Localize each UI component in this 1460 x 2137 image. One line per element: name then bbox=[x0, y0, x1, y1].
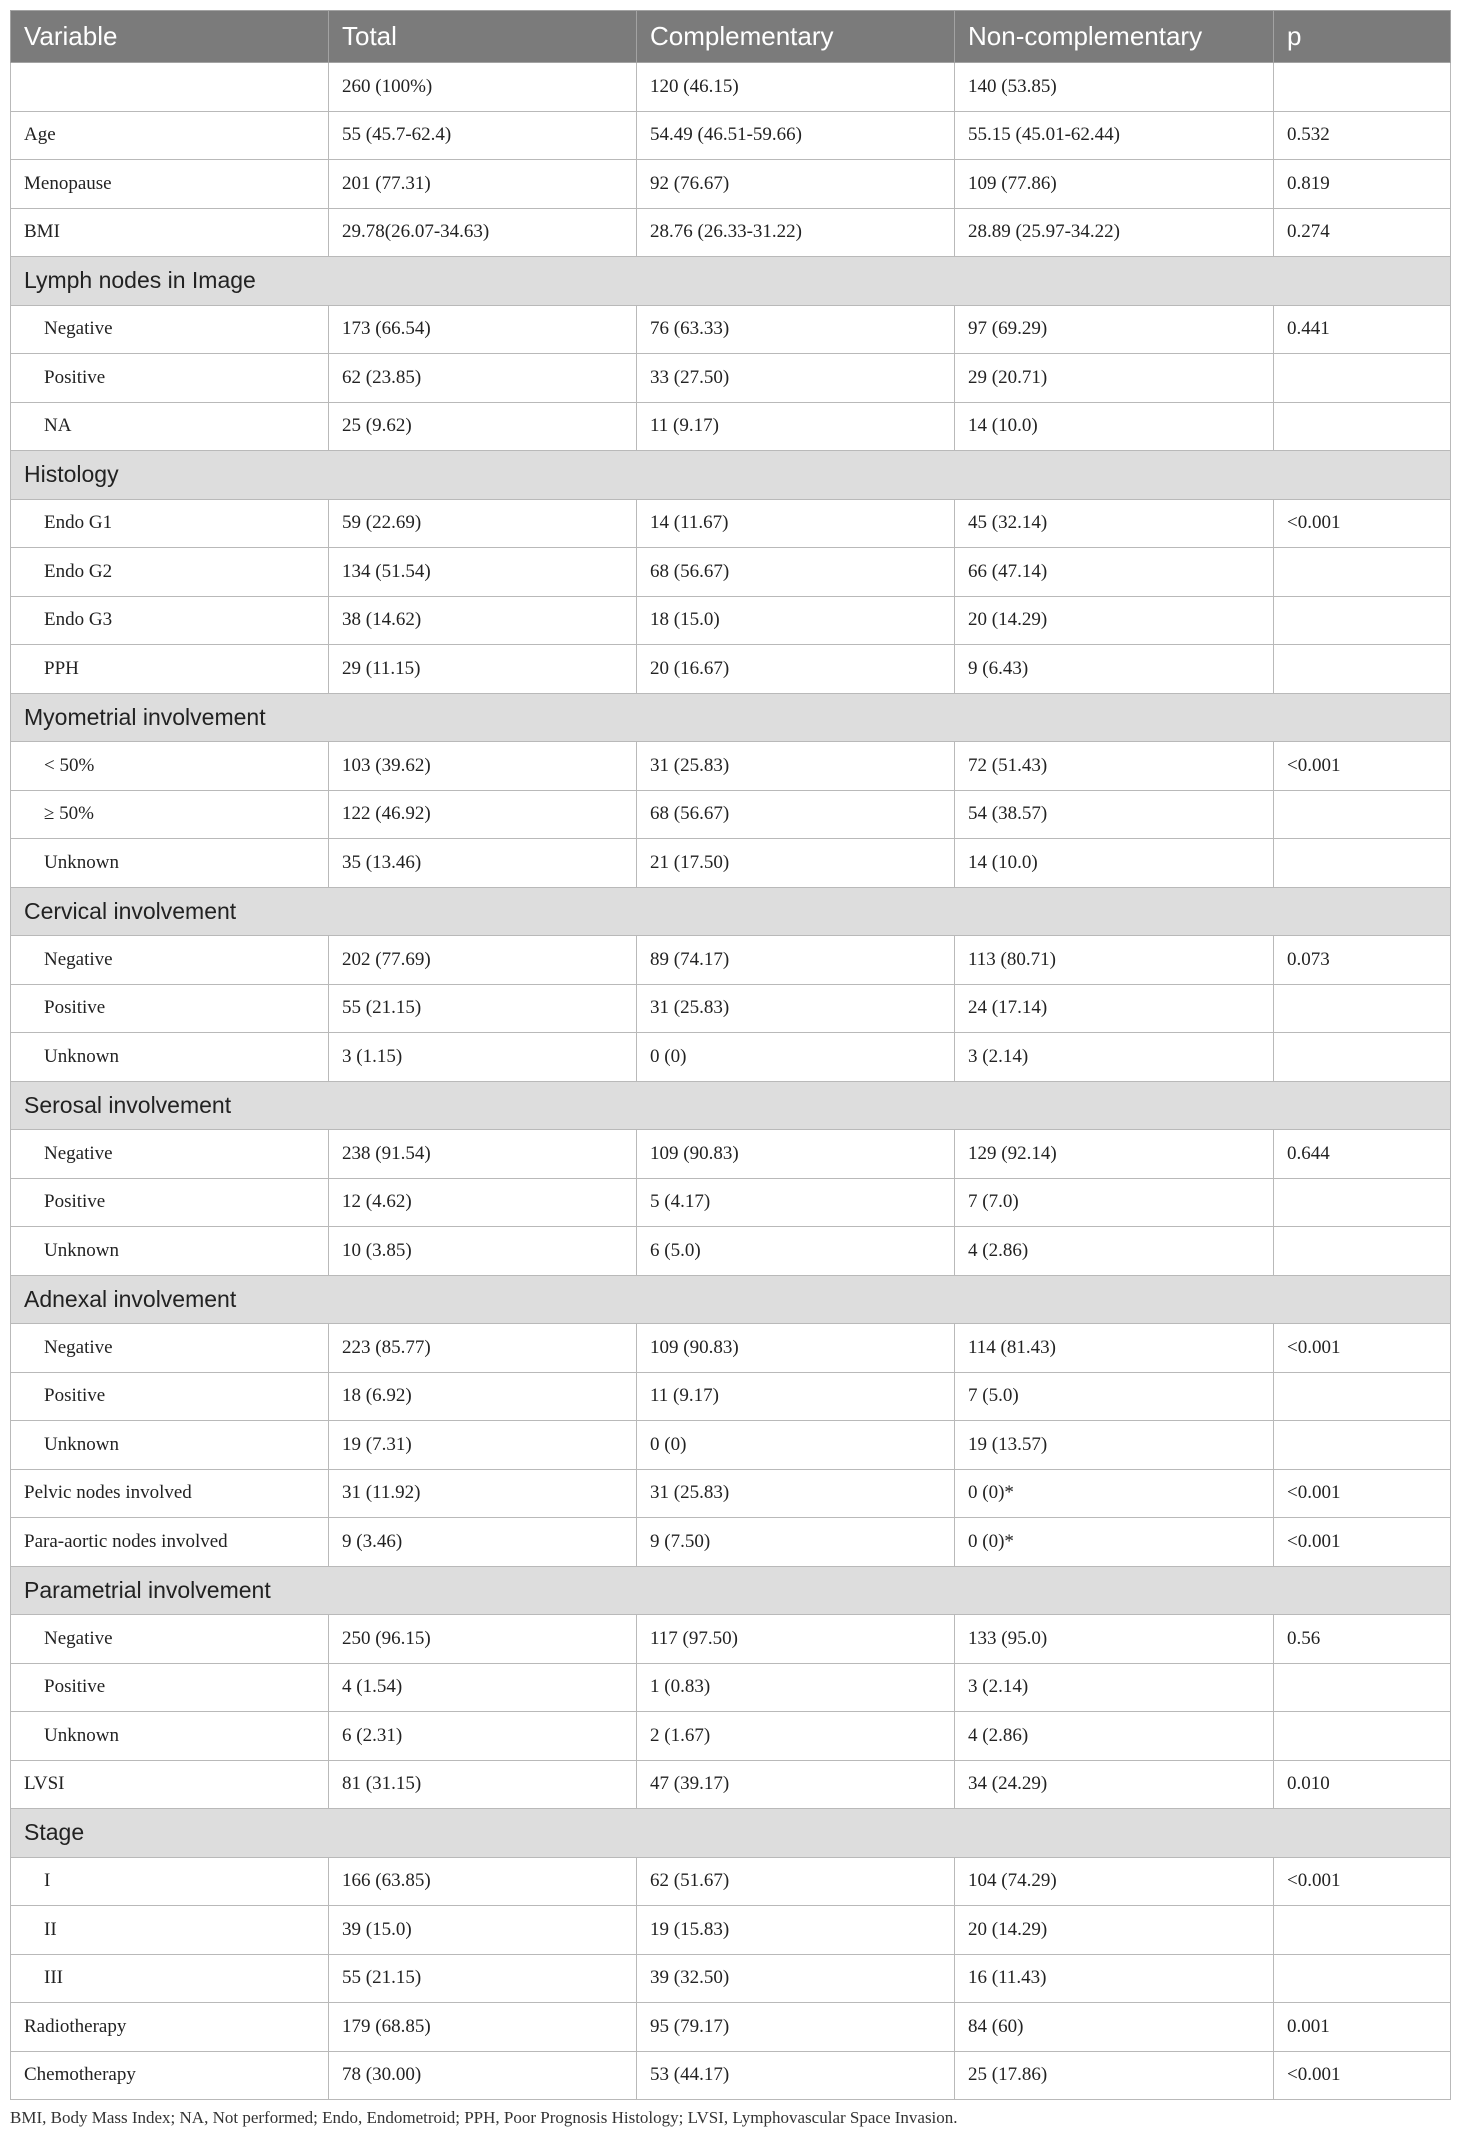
header-row bbox=[11, 11, 1451, 63]
table-subrow bbox=[11, 402, 1451, 451]
non-complementary-cell: 3 (2.14) bbox=[955, 1663, 1274, 1712]
table-subrow bbox=[11, 1663, 1451, 1712]
complementary-cell: 1 (0.83) bbox=[637, 1663, 955, 1712]
variable-cell: NA bbox=[11, 402, 329, 451]
total-cell: 10 (3.85) bbox=[329, 1227, 637, 1276]
table-subrow bbox=[11, 548, 1451, 597]
section-header-row bbox=[11, 451, 1451, 500]
table-footnote: BMI, Body Mass Index; NA, Not performed; Endo, Endometroid; PPH, Poor Prognosis Histology; LVSI, Lymphovascular Space Invasion. bbox=[10, 2108, 958, 2127]
complementary-cell: 28.76 (26.33-31.22) bbox=[637, 208, 955, 257]
complementary-cell: 21 (17.50) bbox=[637, 839, 955, 888]
p-value-cell bbox=[1274, 839, 1451, 888]
total-cell: 78 (30.00) bbox=[329, 2051, 637, 2100]
complementary-cell: 120 (46.15) bbox=[637, 63, 955, 112]
total-cell: 55 (45.7-62.4) bbox=[329, 111, 637, 160]
p-value-cell: <0.001 bbox=[1274, 1857, 1451, 1906]
total-cell: 19 (7.31) bbox=[329, 1421, 637, 1470]
table-subrow bbox=[11, 596, 1451, 645]
complementary-cell: 76 (63.33) bbox=[637, 305, 955, 354]
p-value-cell bbox=[1274, 63, 1451, 112]
section-label: Histology bbox=[11, 451, 1451, 500]
total-cell: 166 (63.85) bbox=[329, 1857, 637, 1906]
non-complementary-cell: 109 (77.86) bbox=[955, 160, 1274, 209]
total-cell: 38 (14.62) bbox=[329, 596, 637, 645]
complementary-cell: 0 (0) bbox=[637, 1421, 955, 1470]
total-cell: 4 (1.54) bbox=[329, 1663, 637, 1712]
header-complementary: Complementary bbox=[637, 11, 955, 63]
non-complementary-cell: 20 (14.29) bbox=[955, 596, 1274, 645]
complementary-cell: 53 (44.17) bbox=[637, 2051, 955, 2100]
p-value-cell: 0.56 bbox=[1274, 1615, 1451, 1664]
total-cell: 55 (21.15) bbox=[329, 984, 637, 1033]
complementary-cell: 11 (9.17) bbox=[637, 1372, 955, 1421]
table-row bbox=[11, 63, 1451, 112]
complementary-cell: 62 (51.67) bbox=[637, 1857, 955, 1906]
total-cell: 103 (39.62) bbox=[329, 742, 637, 791]
total-cell: 81 (31.15) bbox=[329, 1760, 637, 1809]
complementary-cell: 95 (79.17) bbox=[637, 2003, 955, 2052]
variable-cell: Negative bbox=[11, 1615, 329, 1664]
total-cell: 3 (1.15) bbox=[329, 1033, 637, 1082]
non-complementary-cell: 45 (32.14) bbox=[955, 499, 1274, 548]
complementary-cell: 47 (39.17) bbox=[637, 1760, 955, 1809]
header-non-complementary: Non-complementary bbox=[955, 11, 1274, 63]
variable-cell: Unknown bbox=[11, 1033, 329, 1082]
table-row bbox=[11, 1518, 1451, 1567]
complementary-cell: 31 (25.83) bbox=[637, 1469, 955, 1518]
table-subrow bbox=[11, 1130, 1451, 1179]
p-value-cell bbox=[1274, 1421, 1451, 1470]
table-subrow bbox=[11, 1324, 1451, 1373]
variable-cell: Para-aortic nodes involved bbox=[11, 1518, 329, 1567]
p-value-cell bbox=[1274, 1712, 1451, 1761]
complementary-cell: 39 (32.50) bbox=[637, 1954, 955, 2003]
table-subrow bbox=[11, 354, 1451, 403]
p-value-cell bbox=[1274, 790, 1451, 839]
p-value-cell bbox=[1274, 984, 1451, 1033]
p-value-cell bbox=[1274, 1033, 1451, 1082]
complementary-cell: 2 (1.67) bbox=[637, 1712, 955, 1761]
variable-cell: BMI bbox=[11, 208, 329, 257]
complementary-cell: 109 (90.83) bbox=[637, 1324, 955, 1373]
total-cell: 29.78(26.07-34.63) bbox=[329, 208, 637, 257]
table-row bbox=[11, 2051, 1451, 2100]
variable-cell: Endo G1 bbox=[11, 499, 329, 548]
variable-cell: II bbox=[11, 1906, 329, 1955]
table-subrow bbox=[11, 1906, 1451, 1955]
table-row bbox=[11, 1760, 1451, 1809]
p-value-cell: <0.001 bbox=[1274, 499, 1451, 548]
table-subrow bbox=[11, 1857, 1451, 1906]
table-subrow bbox=[11, 1033, 1451, 1082]
variable-cell: Chemotherapy bbox=[11, 2051, 329, 2100]
total-cell: 39 (15.0) bbox=[329, 1906, 637, 1955]
total-cell: 173 (66.54) bbox=[329, 305, 637, 354]
total-cell: 12 (4.62) bbox=[329, 1178, 637, 1227]
variable-cell: Unknown bbox=[11, 1227, 329, 1276]
p-value-cell bbox=[1274, 548, 1451, 597]
complementary-cell: 117 (97.50) bbox=[637, 1615, 955, 1664]
variable-cell: Positive bbox=[11, 984, 329, 1033]
non-complementary-cell: 133 (95.0) bbox=[955, 1615, 1274, 1664]
non-complementary-cell: 24 (17.14) bbox=[955, 984, 1274, 1033]
non-complementary-cell: 129 (92.14) bbox=[955, 1130, 1274, 1179]
table-subrow bbox=[11, 645, 1451, 694]
table-subrow bbox=[11, 1615, 1451, 1664]
non-complementary-cell: 84 (60) bbox=[955, 2003, 1274, 2052]
variable-cell: Negative bbox=[11, 936, 329, 985]
p-value-cell: 0.819 bbox=[1274, 160, 1451, 209]
table-subrow bbox=[11, 839, 1451, 888]
section-header-row bbox=[11, 1275, 1451, 1324]
p-value-cell: 0.001 bbox=[1274, 2003, 1451, 2052]
complementary-cell: 31 (25.83) bbox=[637, 742, 955, 791]
table-row bbox=[11, 2003, 1451, 2052]
p-value-cell: 0.644 bbox=[1274, 1130, 1451, 1179]
p-value-cell: <0.001 bbox=[1274, 2051, 1451, 2100]
complementary-cell: 9 (7.50) bbox=[637, 1518, 955, 1567]
non-complementary-cell: 19 (13.57) bbox=[955, 1421, 1274, 1470]
complementary-cell: 0 (0) bbox=[637, 1033, 955, 1082]
non-complementary-cell: 7 (5.0) bbox=[955, 1372, 1274, 1421]
total-cell: 59 (22.69) bbox=[329, 499, 637, 548]
variable-cell: ≥ 50% bbox=[11, 790, 329, 839]
p-value-cell bbox=[1274, 1954, 1451, 2003]
complementary-cell: 109 (90.83) bbox=[637, 1130, 955, 1179]
p-value-cell bbox=[1274, 596, 1451, 645]
header-p: p bbox=[1274, 11, 1451, 63]
complementary-cell: 5 (4.17) bbox=[637, 1178, 955, 1227]
section-label: Cervical involvement bbox=[11, 887, 1451, 936]
section-header-row bbox=[11, 693, 1451, 742]
p-value-cell: <0.001 bbox=[1274, 1469, 1451, 1518]
non-complementary-cell: 72 (51.43) bbox=[955, 742, 1274, 791]
complementary-cell: 68 (56.67) bbox=[637, 548, 955, 597]
section-label: Parametrial involvement bbox=[11, 1566, 1451, 1615]
total-cell: 179 (68.85) bbox=[329, 2003, 637, 2052]
variable-cell: Pelvic nodes involved bbox=[11, 1469, 329, 1518]
non-complementary-cell: 114 (81.43) bbox=[955, 1324, 1274, 1373]
variable-cell: I bbox=[11, 1857, 329, 1906]
variable-cell: Positive bbox=[11, 1663, 329, 1712]
complementary-cell: 33 (27.50) bbox=[637, 354, 955, 403]
non-complementary-cell: 20 (14.29) bbox=[955, 1906, 1274, 1955]
section-label: Stage bbox=[11, 1809, 1451, 1858]
section-label: Serosal involvement bbox=[11, 1081, 1451, 1130]
table-subrow bbox=[11, 936, 1451, 985]
data-table bbox=[10, 10, 1451, 2100]
p-value-cell bbox=[1274, 1227, 1451, 1276]
variable-cell: < 50% bbox=[11, 742, 329, 791]
non-complementary-cell: 4 (2.86) bbox=[955, 1712, 1274, 1761]
complementary-cell: 6 (5.0) bbox=[637, 1227, 955, 1276]
complementary-cell: 92 (76.67) bbox=[637, 160, 955, 209]
variable-cell: Unknown bbox=[11, 1712, 329, 1761]
p-value-cell bbox=[1274, 402, 1451, 451]
variable-cell: Negative bbox=[11, 1130, 329, 1179]
variable-cell: PPH bbox=[11, 645, 329, 694]
non-complementary-cell: 16 (11.43) bbox=[955, 1954, 1274, 2003]
section-label: Lymph nodes in Image bbox=[11, 257, 1451, 306]
total-cell: 62 (23.85) bbox=[329, 354, 637, 403]
complementary-cell: 89 (74.17) bbox=[637, 936, 955, 985]
complementary-cell: 31 (25.83) bbox=[637, 984, 955, 1033]
non-complementary-cell: 14 (10.0) bbox=[955, 402, 1274, 451]
variable-cell bbox=[11, 63, 329, 112]
table-row bbox=[11, 208, 1451, 257]
table-subrow bbox=[11, 305, 1451, 354]
total-cell: 29 (11.15) bbox=[329, 645, 637, 694]
table-subrow bbox=[11, 1421, 1451, 1470]
non-complementary-cell: 0 (0)* bbox=[955, 1469, 1274, 1518]
table-subrow bbox=[11, 1954, 1451, 2003]
variable-cell: Positive bbox=[11, 1372, 329, 1421]
p-value-cell bbox=[1274, 354, 1451, 403]
non-complementary-cell: 0 (0)* bbox=[955, 1518, 1274, 1567]
total-cell: 122 (46.92) bbox=[329, 790, 637, 839]
total-cell: 18 (6.92) bbox=[329, 1372, 637, 1421]
section-header-row bbox=[11, 1566, 1451, 1615]
table-subrow bbox=[11, 1227, 1451, 1276]
non-complementary-cell: 140 (53.85) bbox=[955, 63, 1274, 112]
complementary-cell: 11 (9.17) bbox=[637, 402, 955, 451]
complementary-cell: 54.49 (46.51-59.66) bbox=[637, 111, 955, 160]
variable-cell: Positive bbox=[11, 1178, 329, 1227]
non-complementary-cell: 29 (20.71) bbox=[955, 354, 1274, 403]
p-value-cell: <0.001 bbox=[1274, 742, 1451, 791]
section-header-row bbox=[11, 1081, 1451, 1130]
p-value-cell: <0.001 bbox=[1274, 1518, 1451, 1567]
total-cell: 250 (96.15) bbox=[329, 1615, 637, 1664]
non-complementary-cell: 7 (7.0) bbox=[955, 1178, 1274, 1227]
variable-cell: Menopause bbox=[11, 160, 329, 209]
table-body bbox=[11, 63, 1451, 2100]
header-total: Total bbox=[329, 11, 637, 63]
total-cell: 25 (9.62) bbox=[329, 402, 637, 451]
non-complementary-cell: 113 (80.71) bbox=[955, 936, 1274, 985]
variable-cell: Age bbox=[11, 111, 329, 160]
table-container bbox=[10, 10, 1450, 2100]
table-subrow bbox=[11, 790, 1451, 839]
p-value-cell: 0.441 bbox=[1274, 305, 1451, 354]
variable-cell: Unknown bbox=[11, 839, 329, 888]
total-cell: 31 (11.92) bbox=[329, 1469, 637, 1518]
non-complementary-cell: 55.15 (45.01-62.44) bbox=[955, 111, 1274, 160]
variable-cell: Endo G3 bbox=[11, 596, 329, 645]
complementary-cell: 20 (16.67) bbox=[637, 645, 955, 694]
table-row bbox=[11, 160, 1451, 209]
non-complementary-cell: 54 (38.57) bbox=[955, 790, 1274, 839]
total-cell: 55 (21.15) bbox=[329, 1954, 637, 2003]
complementary-cell: 18 (15.0) bbox=[637, 596, 955, 645]
table-subrow bbox=[11, 742, 1451, 791]
non-complementary-cell: 9 (6.43) bbox=[955, 645, 1274, 694]
non-complementary-cell: 14 (10.0) bbox=[955, 839, 1274, 888]
variable-cell: Radiotherapy bbox=[11, 2003, 329, 2052]
total-cell: 201 (77.31) bbox=[329, 160, 637, 209]
total-cell: 238 (91.54) bbox=[329, 1130, 637, 1179]
non-complementary-cell: 28.89 (25.97-34.22) bbox=[955, 208, 1274, 257]
section-header-row bbox=[11, 257, 1451, 306]
variable-cell: LVSI bbox=[11, 1760, 329, 1809]
table-row bbox=[11, 111, 1451, 160]
total-cell: 9 (3.46) bbox=[329, 1518, 637, 1567]
header-variable: Variable bbox=[11, 11, 329, 63]
table-subrow bbox=[11, 1372, 1451, 1421]
section-header-row bbox=[11, 887, 1451, 936]
table-subrow bbox=[11, 984, 1451, 1033]
total-cell: 6 (2.31) bbox=[329, 1712, 637, 1761]
variable-cell: Endo G2 bbox=[11, 548, 329, 597]
p-value-cell: 0.274 bbox=[1274, 208, 1451, 257]
total-cell: 223 (85.77) bbox=[329, 1324, 637, 1373]
p-value-cell bbox=[1274, 1906, 1451, 1955]
p-value-cell: 0.532 bbox=[1274, 111, 1451, 160]
table-subrow bbox=[11, 1178, 1451, 1227]
complementary-cell: 19 (15.83) bbox=[637, 1906, 955, 1955]
section-label: Adnexal involvement bbox=[11, 1275, 1451, 1324]
variable-cell: III bbox=[11, 1954, 329, 2003]
total-cell: 134 (51.54) bbox=[329, 548, 637, 597]
p-value-cell: 0.010 bbox=[1274, 1760, 1451, 1809]
p-value-cell bbox=[1274, 1663, 1451, 1712]
variable-cell: Negative bbox=[11, 1324, 329, 1373]
p-value-cell: <0.001 bbox=[1274, 1324, 1451, 1373]
complementary-cell: 68 (56.67) bbox=[637, 790, 955, 839]
total-cell: 202 (77.69) bbox=[329, 936, 637, 985]
p-value-cell bbox=[1274, 645, 1451, 694]
p-value-cell: 0.073 bbox=[1274, 936, 1451, 985]
section-header-row bbox=[11, 1809, 1451, 1858]
table-subrow bbox=[11, 1712, 1451, 1761]
non-complementary-cell: 66 (47.14) bbox=[955, 548, 1274, 597]
total-cell: 260 (100%) bbox=[329, 63, 637, 112]
non-complementary-cell: 3 (2.14) bbox=[955, 1033, 1274, 1082]
p-value-cell bbox=[1274, 1372, 1451, 1421]
non-complementary-cell: 34 (24.29) bbox=[955, 1760, 1274, 1809]
table-subrow bbox=[11, 499, 1451, 548]
total-cell: 35 (13.46) bbox=[329, 839, 637, 888]
table-row bbox=[11, 1469, 1451, 1518]
non-complementary-cell: 97 (69.29) bbox=[955, 305, 1274, 354]
variable-cell: Unknown bbox=[11, 1421, 329, 1470]
non-complementary-cell: 4 (2.86) bbox=[955, 1227, 1274, 1276]
non-complementary-cell: 25 (17.86) bbox=[955, 2051, 1274, 2100]
table-header bbox=[11, 11, 1451, 63]
variable-cell: Positive bbox=[11, 354, 329, 403]
variable-cell: Negative bbox=[11, 305, 329, 354]
complementary-cell: 14 (11.67) bbox=[637, 499, 955, 548]
p-value-cell bbox=[1274, 1178, 1451, 1227]
section-label: Myometrial involvement bbox=[11, 693, 1451, 742]
non-complementary-cell: 104 (74.29) bbox=[955, 1857, 1274, 1906]
